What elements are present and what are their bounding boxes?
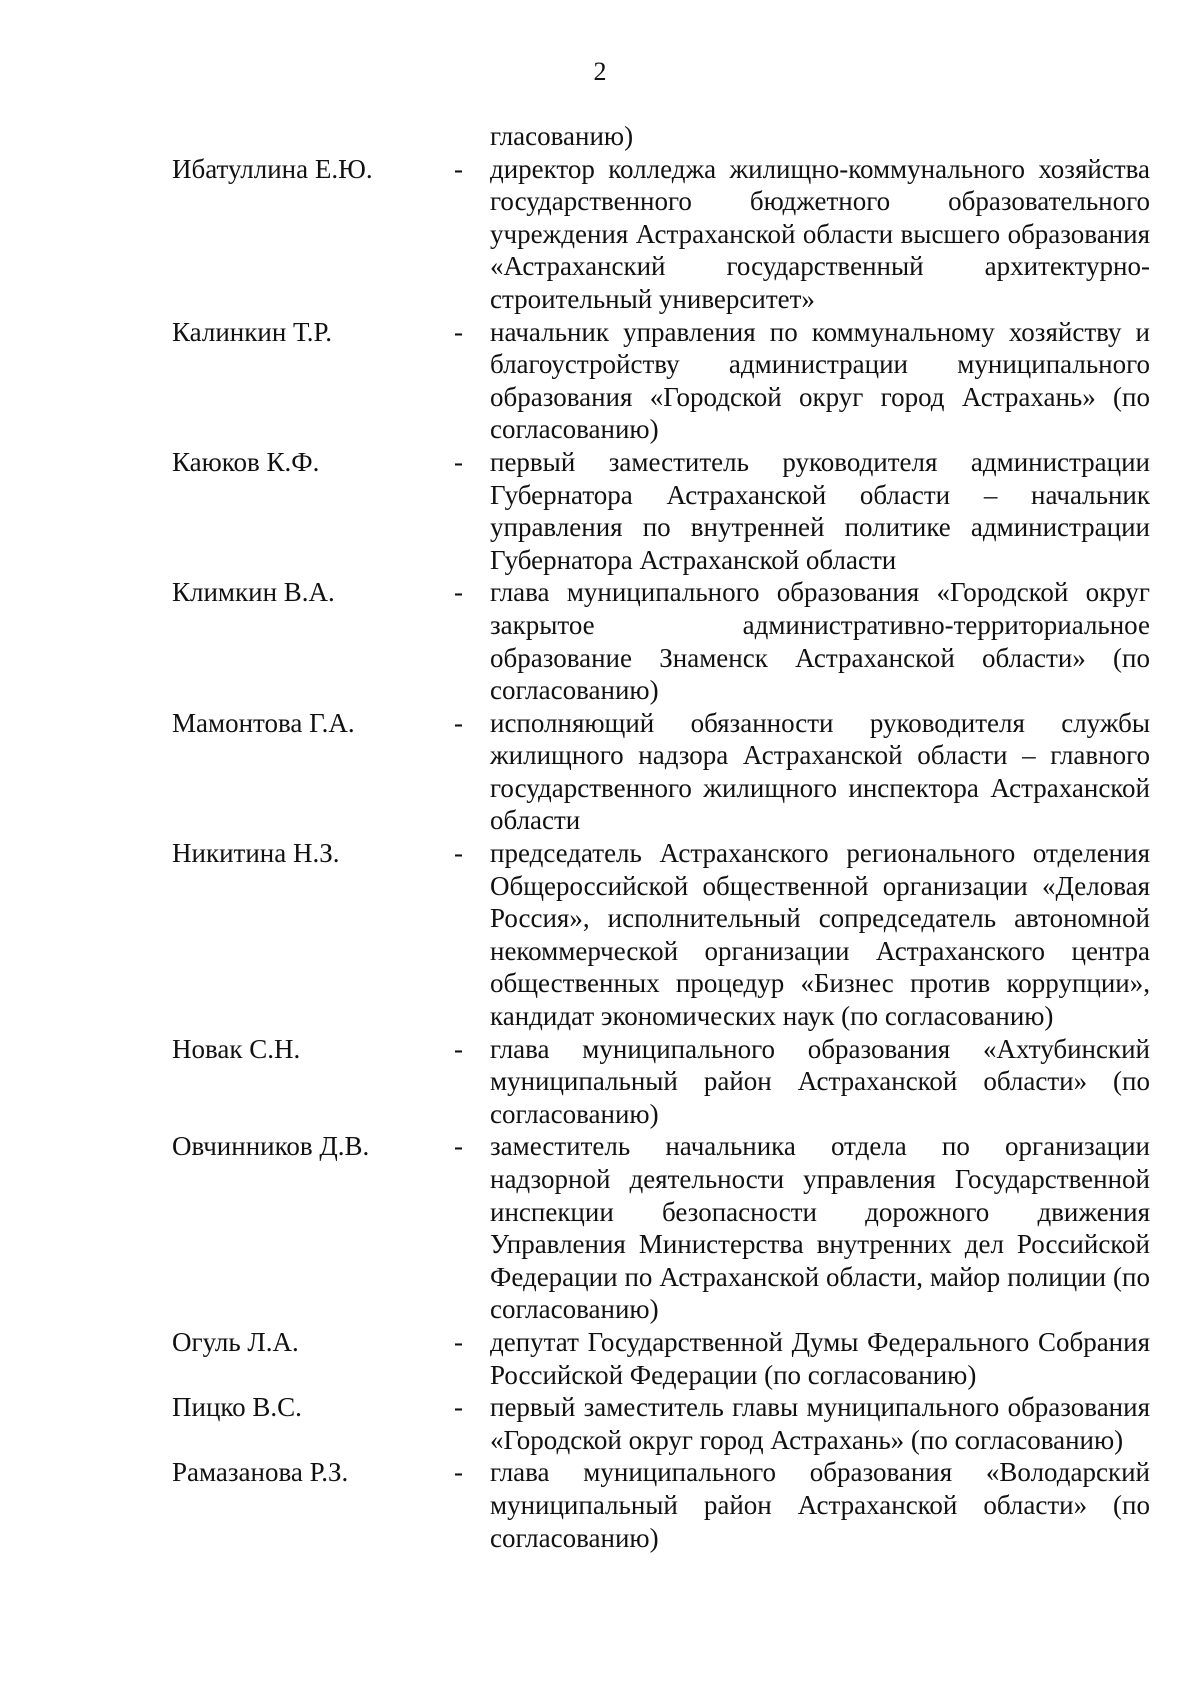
member-description: исполняющий обязанности руководителя службы жилищного надзора Астраханской области – главного государственного жилищного инспектора Астраханской области	[490, 707, 1150, 836]
member-entry	[0, 316, 1200, 446]
member-description: председатель Астраханского регионального отделения Общероссийской общественной организации «Деловая Россия», исполнительный сопредседатель автономной некоммерческой организации Астраханского центра общественных процедур «Бизнес против коррупции», кандидат экономических наук (по согласованию)	[490, 838, 1150, 1032]
member-dash: -	[454, 1392, 463, 1423]
member-dash: -	[454, 1457, 463, 1488]
member-dash: -	[454, 446, 463, 477]
member-description: депутат Государственной Думы Федерального Собрания Российской Федерации (по согласованию)	[490, 1326, 1150, 1390]
member-description: глава муниципального образования «Володарский муниципальный район Астраханской области» (по согласованию)	[490, 1457, 1150, 1553]
page-number: 2	[593, 57, 607, 86]
member-name: Никитина Н.З.	[172, 838, 340, 869]
member-description: первый заместитель руководителя администрации Губернатора Астраханской области – начальник управления по внутренней политике администрации Губернатора Астраханской области	[490, 446, 1150, 575]
continuation-text: гласованию)	[490, 121, 634, 151]
member-entry	[0, 1130, 1200, 1326]
member-name: Овчинников Д.В.	[172, 1131, 370, 1162]
member-description: глава муниципального образования «Городской округ закрытое административно-территориальное образование Знаменск Астраханской области» (по согласованию)	[490, 577, 1150, 706]
member-name: Пицко В.С.	[172, 1392, 302, 1423]
member-entry	[0, 1326, 1200, 1391]
member-list	[0, 120, 1200, 1554]
member-name: Новак С.Н.	[172, 1033, 301, 1064]
member-entry	[0, 153, 1200, 316]
member-description: глава муниципального образования «Ахтубинский муниципальный район Астраханской области» (по согласованию)	[490, 1033, 1150, 1129]
member-entry	[0, 1391, 1200, 1456]
member-name: Рамазанова Р.З.	[172, 1457, 349, 1488]
member-dash: -	[454, 316, 463, 347]
member-dash: -	[454, 577, 463, 608]
member-name: Климкин В.А.	[172, 577, 335, 608]
member-dash: -	[454, 838, 463, 869]
member-dash: -	[454, 1131, 463, 1162]
member-description: первый заместитель главы муниципального образования «Городской округ город Астрахань» (по согласованию)	[490, 1392, 1150, 1455]
member-name: Ибатуллина Е.Ю.	[172, 153, 373, 184]
member-dash: -	[454, 1033, 463, 1064]
member-dash: -	[454, 153, 463, 184]
member-entry	[0, 837, 1200, 1033]
member-name: Огуль Л.А.	[172, 1326, 299, 1357]
member-dash: -	[454, 1326, 463, 1357]
member-entry	[0, 576, 1200, 706]
member-name: Мамонтова Г.А.	[172, 707, 355, 738]
member-dash: -	[454, 707, 463, 738]
member-description: директор колледжа жилищно-коммунального хозяйства государственного бюджетного образовательного учреждения Астраханской области высшего образования «Астраханский государственный архитектурно-строительный университет»	[490, 153, 1150, 314]
member-description: заместитель начальника отдела по организации надзорной деятельности управления Государственной инспекции безопасности дорожного движения Управления Министерства внутренних дел Российской Федерации по Астраханской области, майор полиции (по согласованию)	[490, 1131, 1150, 1325]
member-entry	[0, 446, 1200, 576]
member-name: Каюков К.Ф.	[172, 446, 320, 477]
member-entry	[0, 707, 1200, 837]
member-entry	[0, 1033, 1200, 1131]
member-name: Калинкин Т.Р.	[172, 316, 332, 347]
member-description: начальник управления по коммунальному хозяйству и благоустройству администрации муниципального образования «Городской округ город Астрахань» (по согласованию)	[490, 316, 1150, 445]
member-entry	[0, 1456, 1200, 1554]
